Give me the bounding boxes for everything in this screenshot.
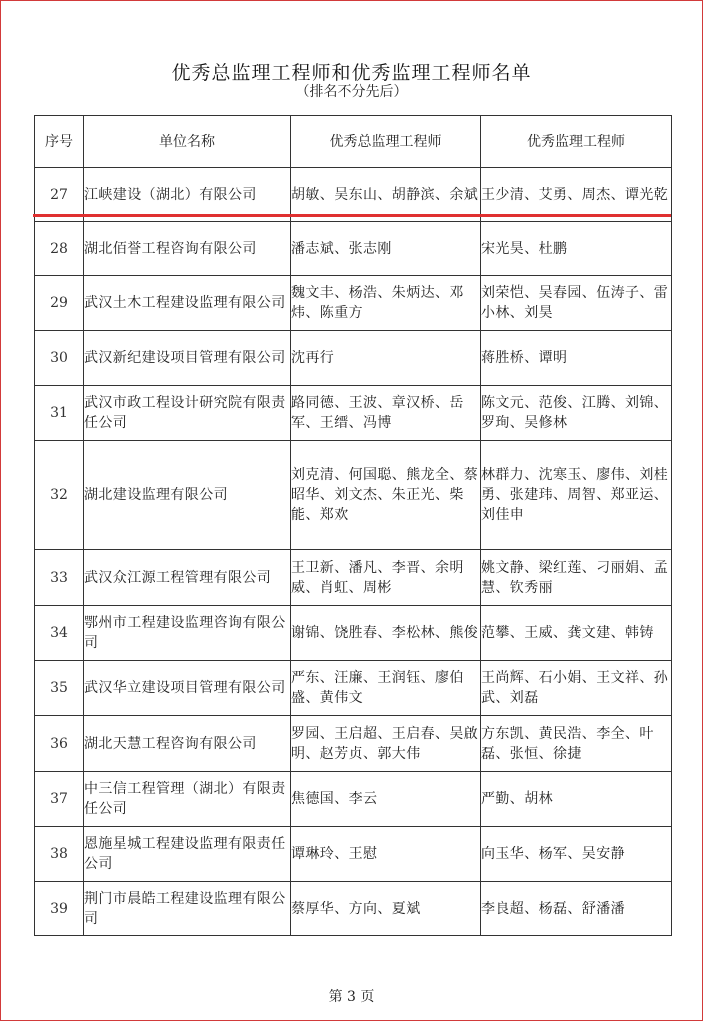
chief-engineers-cell: 刘克清、何国聪、熊龙全、蔡昭华、刘文杰、朱正光、柴能、郑欢 xyxy=(291,441,481,550)
row-number: 39 xyxy=(35,882,84,936)
chief-engineers-cell: 王卫新、潘凡、李晋、余明威、肖虹、周彬 xyxy=(291,550,481,606)
engineers-cell: 陈文元、范俊、江腾、刘锦、罗珣、吴修林 xyxy=(481,386,672,441)
chief-engineers-cell: 蔡厚华、方向、夏斌 xyxy=(291,882,481,936)
unit-name-cell: 中三信工程管理（湖北）有限责任公司 xyxy=(84,772,291,827)
chief-engineers-cell: 胡敏、吴东山、胡静滨、余斌 xyxy=(291,168,481,222)
document-subtitle: （排名不分先后） xyxy=(295,84,408,100)
table-row xyxy=(35,276,672,331)
engineers-cell: 姚文静、梁红莲、刁丽娟、孟慧、钦秀丽 xyxy=(481,550,672,606)
chief-engineers-cell: 焦德国、李云 xyxy=(291,772,481,827)
document-title: 优秀总监理工程师和优秀监理工程师名单 xyxy=(171,62,532,84)
engineers-cell: 方东凯、黄民浩、李全、叶磊、张恒、徐捷 xyxy=(481,716,672,772)
row-number: 31 xyxy=(35,386,84,441)
row-number: 30 xyxy=(35,331,84,386)
table-body xyxy=(35,168,672,936)
chief-engineers-cell: 严东、汪廉、王润钰、廖伯盛、黄伟文 xyxy=(291,661,481,716)
column-header-chief: 优秀总监理工程师 xyxy=(291,116,481,168)
engineers-cell: 李良超、杨磊、舒潘潘 xyxy=(481,882,672,936)
table-row xyxy=(35,222,672,276)
engineers-cell: 向玉华、杨军、吴安静 xyxy=(481,827,672,882)
engineers-cell: 宋光昊、杜鹏 xyxy=(481,222,672,276)
table-row xyxy=(35,882,672,936)
chief-engineers-cell: 谢锦、饶胜春、李松林、熊俊 xyxy=(291,606,481,661)
chief-engineers-cell: 魏文丰、杨浩、朱炳达、邓炜、陈重方 xyxy=(291,276,481,331)
table-row xyxy=(35,331,672,386)
chief-engineers-cell: 罗园、王启超、王启春、吴啟明、赵芳贞、郭大伟 xyxy=(291,716,481,772)
unit-name-cell: 江峡建设（湖北）有限公司 xyxy=(84,168,291,222)
row-number: 34 xyxy=(35,606,84,661)
row-number: 35 xyxy=(35,661,84,716)
chief-engineers-cell: 沈再行 xyxy=(291,331,481,386)
table-row xyxy=(35,386,672,441)
engineers-cell: 王尚辉、石小娟、王文祥、孙武、刘磊 xyxy=(481,661,672,716)
roster-table xyxy=(34,115,672,936)
unit-name-cell: 武汉市政工程设计研究院有限责任公司 xyxy=(84,386,291,441)
row-number: 38 xyxy=(35,827,84,882)
table-row xyxy=(35,716,672,772)
row-number: 29 xyxy=(35,276,84,331)
table-row xyxy=(35,661,672,716)
unit-name-cell: 武汉土木工程建设监理有限公司 xyxy=(84,276,291,331)
row-number: 28 xyxy=(35,222,84,276)
engineers-cell: 范攀、王威、龚文建、韩铸 xyxy=(481,606,672,661)
chief-engineers-cell: 潘志斌、张志刚 xyxy=(291,222,481,276)
unit-name-cell: 湖北佰誉工程咨询有限公司 xyxy=(84,222,291,276)
engineers-cell: 王少清、艾勇、周杰、谭光乾 xyxy=(481,168,672,222)
table-header-row xyxy=(35,116,672,168)
engineers-cell: 严勤、胡林 xyxy=(481,772,672,827)
row-number: 33 xyxy=(35,550,84,606)
unit-name-cell: 荆门市晨皓工程建设监理有限公司 xyxy=(84,882,291,936)
unit-name-cell: 武汉华立建设项目管理有限公司 xyxy=(84,661,291,716)
red-underline-mark xyxy=(33,214,671,217)
row-number: 37 xyxy=(35,772,84,827)
chief-engineers-cell: 谭琳玲、王慰 xyxy=(291,827,481,882)
table-row xyxy=(35,606,672,661)
table-row xyxy=(35,441,672,550)
engineers-cell: 林群力、沈寒玉、廖伟、刘桂勇、张建玮、周智、郑亚运、刘佳申 xyxy=(481,441,672,550)
table-row xyxy=(35,772,672,827)
engineers-cell: 刘荣恺、吴春园、伍涛子、雷小林、刘昊 xyxy=(481,276,672,331)
unit-name-cell: 武汉新纪建设项目管理有限公司 xyxy=(84,331,291,386)
page-number: 第 3 页 xyxy=(328,989,375,1005)
row-number: 32 xyxy=(35,441,84,550)
unit-name-cell: 湖北天慧工程咨询有限公司 xyxy=(84,716,291,772)
column-header-unit: 单位名称 xyxy=(84,116,291,168)
chief-engineers-cell: 路同德、王波、章汉桥、岳军、王缙、冯博 xyxy=(291,386,481,441)
column-header-no: 序号 xyxy=(35,116,84,168)
table-row xyxy=(35,550,672,606)
engineers-cell: 蒋胜桥、谭明 xyxy=(481,331,672,386)
row-number: 27 xyxy=(35,168,84,222)
column-header-engineers: 优秀监理工程师 xyxy=(481,116,672,168)
table-row xyxy=(35,827,672,882)
row-number: 36 xyxy=(35,716,84,772)
unit-name-cell: 鄂州市工程建设监理咨询有限公司 xyxy=(84,606,291,661)
unit-name-cell: 湖北建设监理有限公司 xyxy=(84,441,291,550)
unit-name-cell: 武汉众江源工程管理有限公司 xyxy=(84,550,291,606)
unit-name-cell: 恩施星城工程建设监理有限责任公司 xyxy=(84,827,291,882)
